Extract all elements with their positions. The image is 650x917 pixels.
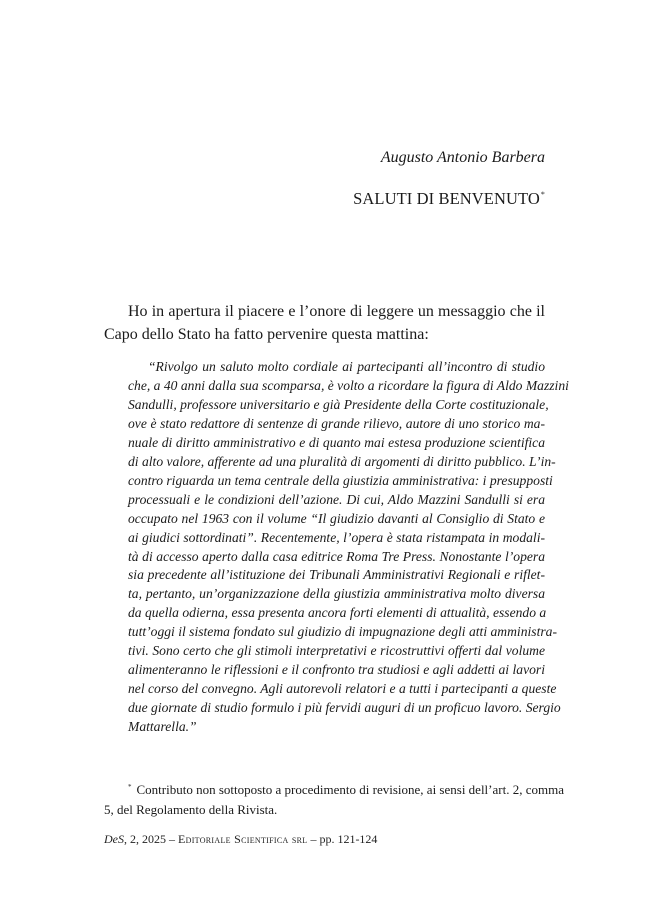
intro-paragraph [104,300,545,346]
footnote-line [104,777,564,800]
issue-info: , 2, 2025 – [124,832,178,846]
intro-line: Ho in apertura il piacere e l’onore di leggere un messaggio che il [128,303,545,320]
quote-line: occupato nel 1963 con il volume “Il giudizio davanti al Consiglio di Stato e [128,510,545,526]
title-footnote-mark[interactable]: * [540,190,545,199]
quote-line: Sandulli, professore universitario e già Presidente della Corte costituzionale, [128,396,549,412]
publisher-name: Editoriale Scientifica srl [178,832,308,846]
footnote-line-text: Contributo non sottoposto a procedimento di revisione, ai sensi dell’art. 2, comma [136,782,564,797]
quote-line: nuale di diritto amministrativo e di quanto mai estesa produzione scientifica [128,434,545,450]
quote-line: tutt’oggi il sistema fondato sul giudizio di impugnazione degli atti amministra- [128,624,557,640]
quote-line: contro riguarda un tema centrale della giustizia amministrativa: i presupposti [128,472,553,488]
quote-line: Mattarella.” [128,719,197,735]
quote-line: ta, pertanto, un’organizzazione della giustizia amministrativa molto diversa [128,586,545,602]
article-title-text: SALUTI DI BENVENUTO [353,189,540,208]
footnote-mark: * [128,783,132,791]
footnote [104,777,564,820]
running-footer [104,832,377,847]
author-name: Augusto Antonio Barbera [380,149,545,166]
quoted-message [128,358,569,737]
quote-line: nel corso del convegno. Agli autorevoli relatori e a tutti i partecipanti a queste [128,681,557,697]
quote-line: ai giudici sottordinati”. Recentemente, l’opera è stata ristampata in modali- [128,529,545,545]
quote-line: tivi. Sono certo che gli stimoli interpretativi e ricostruttivi offerti dal volume [128,643,545,659]
quote-line: che, a 40 anni dalla sua scomparsa, è volto a ricordare la figura di Aldo Mazzini [128,377,569,393]
quote-line: “Rivolgo un saluto molto cordiale ai partecipanti all’incontro di studio [148,359,545,374]
journal-abbrev: DeS [104,832,124,846]
quote-line: da quella odierna, essa presenta ancora forti elementi di attualità, essendo a [128,605,547,621]
page-range: – pp. 121-124 [307,832,378,846]
quote-line: due giornate di studio formulo i più fervidi auguri di un proficuo lavoro. Sergio [128,700,561,716]
intro-line: Capo dello Stato ha fatto pervenire questa mattina: [104,326,429,343]
quote-line: di alto valore, afferente ad una pluralità di argomenti di diritto pubblico. L’in- [128,453,556,469]
quote-line: sia precedente all’istituzione dei Tribunali Amministrativi Regionali e riflet- [128,567,545,583]
quote-line: processuali e le condizioni dell’azione. Di cui, Aldo Mazzini Sandulli si era [128,491,545,507]
article-title [353,189,545,209]
footnote-line: 5, del Regolamento della Rivista. [104,802,278,817]
quote-line: tà di accesso aperto dalla casa editrice Roma Tre Press. Nonostante l’opera [128,548,545,564]
quote-line: alimenteranno le riflessioni e il confronto tra studiosi e agli addetti ai lavori [128,662,545,678]
quote-line: ove è stato redattore di sentenze di grande rilievo, autore di uno storico ma- [128,415,545,431]
